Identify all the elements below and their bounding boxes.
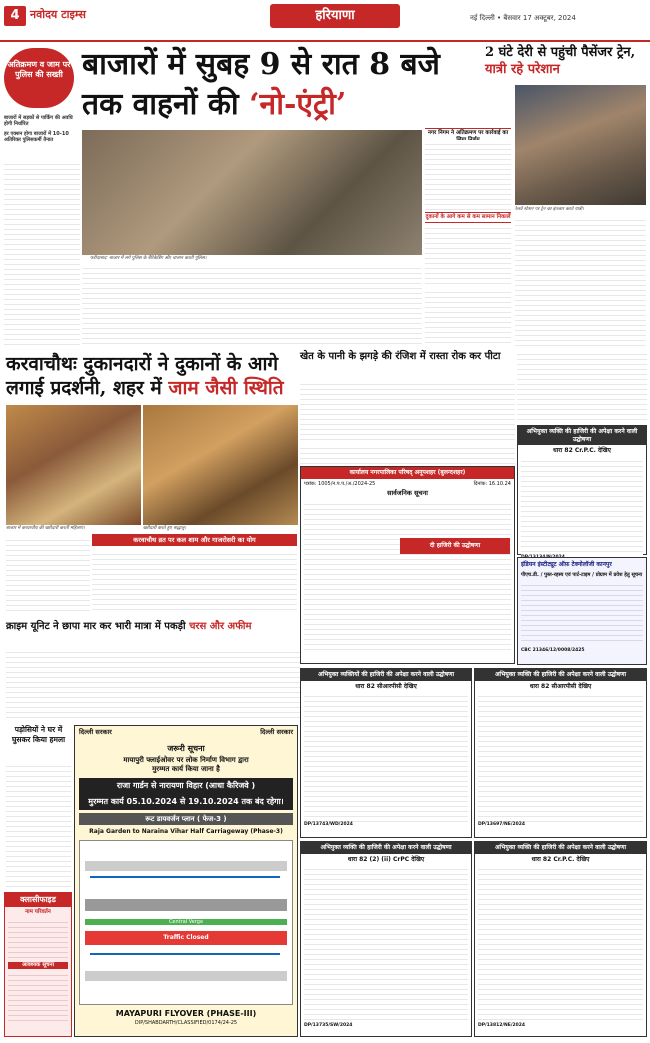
- ad-footer: MAYAPURI FLYOVER (PHASE-III): [115, 1008, 257, 1018]
- proclamation-code: DP/13743/WD/2024: [304, 822, 353, 827]
- lead-body-text: [82, 264, 422, 346]
- service-road-bottom: [85, 971, 287, 981]
- karwa-caption-2: खरीदारी करते हुए श्रद्धालु।: [143, 526, 186, 531]
- notice-subtitle: सार्वजनिक सूचना: [387, 488, 428, 497]
- lead-body-col-right2: [425, 224, 511, 284]
- section-title: हरियाणा: [270, 4, 400, 28]
- classifieds-sub2: आवश्यक सूचना: [8, 962, 68, 969]
- lead-photo: [82, 130, 422, 255]
- pwd-advertisement: [74, 725, 298, 1037]
- service-road-top: [85, 861, 287, 871]
- crime-headline: क्राइम यूनिट ने छापा मार कर भारी मात्रा में पकड़ी चरस और अफीम: [6, 621, 252, 632]
- proclamation-box-1: [517, 425, 647, 555]
- water-dispute-headline: खेत के पानी के झगड़े की रंजिश में रास्ता रोक कर पीटा: [300, 351, 501, 362]
- proclamation-title: अभियुक्त व्यक्ति की हाजिरी की अपेक्षा करने वाली उद्घोषणा: [518, 426, 646, 445]
- lead-body-col-right3: [425, 288, 511, 344]
- govt-label-right: दिल्ली सरकार: [260, 728, 293, 736]
- iit-code: CBC 21346/12/0008/2425: [521, 647, 585, 653]
- proclamation-body: [478, 692, 643, 822]
- bullet: बाजारों में सड़कों से पार्किंग की अवधि होगी निर्धारित: [4, 115, 73, 128]
- train-photo-caption: रेलवे स्टेशन पर ट्रेन का इंतजार करते यात्री।: [515, 207, 584, 212]
- notice-ref: पत्रांक: 1005/न.प.प./अ./2024-25: [304, 480, 376, 487]
- govt-label: दिल्ली सरकार: [79, 728, 112, 736]
- mini-notice-title: दी हाजिरी की उद्घोषणा: [400, 538, 510, 554]
- classifieds-box: [4, 892, 72, 1037]
- proclamation-title: अभियुक्त व्यक्ति की हाजिरी की अपेक्षा करने वाली उद्घोषणा: [475, 842, 646, 854]
- newspaper-logo: नवोदय टाइम्स: [30, 8, 86, 21]
- classifieds-text-1: [8, 918, 68, 960]
- lead-subhead-1: नगर निगम ने अतिक्रमण पर कार्रवाई का: [425, 128, 511, 146]
- notice-title: कार्यालय नगरपालिका परिषद् अनूपशहर (बुलन्दशहर): [301, 467, 514, 479]
- proclamation-law: धारा 82 सीआरपीसी देखिए: [355, 682, 417, 690]
- karwa-caption-1: बाजार में करवाचौथ की खरीदारी करतीं महिलाएं।: [6, 526, 85, 531]
- proclamation-body: [521, 457, 643, 555]
- proclamation-law: धारा 82 (2) (ii) CrPC देखिए: [347, 855, 425, 863]
- karwa-photo-2: [143, 405, 298, 525]
- ad-route: रूट डायवर्जन प्लान ( फेज-3 ): [79, 813, 293, 826]
- proclamation-body: [478, 865, 643, 1023]
- iit-title: इंडियन इंस्टीट्यूट ऑफ़ टेक्नोलॉजी कानपुर: [521, 561, 612, 568]
- proclamation-title: अभियुक्त व्यक्तियों की हाजिरी की अपेक्षा करने वाली उद्घोषणा: [301, 669, 471, 681]
- issue-date: नई दिल्ली • बैसवार 17 अक्टूबर, 2024: [470, 14, 576, 22]
- karwa-body-col1: [6, 536, 90, 614]
- proclamation-law: धारा 82 Cr.P.C. देखिए: [553, 447, 611, 454]
- carriageway-1: [85, 899, 287, 911]
- train-story-continued: [517, 350, 647, 422]
- ad-dates: मुरम्मत कार्य 05.10.2024 से 19.10.2024 तक बंद रहेगा।: [79, 794, 293, 810]
- notice-body: [304, 500, 511, 650]
- proclamation-title: अभियुक्त व्यक्ति की हाजिरी की अपेक्षा करने वाली उद्घोषणा: [301, 842, 471, 854]
- train-story-body: [515, 216, 646, 346]
- municipal-notice: [300, 466, 515, 664]
- classifieds-text-2: [8, 971, 68, 1021]
- page-number: 4: [4, 6, 26, 26]
- ad-header: जरूरी सूचना: [167, 744, 205, 754]
- iit-subtitle: पीएच.डी. / पुस्त-रहस्य एवं पार्ट-टाइम / प्रोग्राम में प्रवेश हेतु सूचना: [521, 571, 643, 578]
- karwa-body-col2: [92, 550, 297, 614]
- proclamation-code: DP/13735/SW/2024: [304, 1023, 353, 1028]
- lead-body-col1: [4, 160, 80, 345]
- proclamation-body: [304, 865, 468, 1023]
- mid-body-text: [300, 444, 515, 464]
- classifieds-sub1: नाम परिवर्तन: [25, 909, 51, 915]
- notice-date: दिनांक: 16.10.24: [473, 480, 511, 487]
- train-photo: [515, 85, 646, 205]
- karwa-banner: करवाचौथ व्रत पर कल शाम और गाजरोसरी का योग: [92, 534, 297, 546]
- sidebar-badge: अतिक्रमण व जाम पर पुलिस की सख्ती: [4, 48, 74, 108]
- lead-photo-caption: फरीदाबाद: बाजार में लगे पुलिस के बैरिकेडिंग और चालान करती पुलिस।: [90, 256, 207, 261]
- proclamation-law: धारा 82 Cr.P.C. देखिए: [531, 855, 590, 863]
- ad-map-title: Raja Garden to Naraina Vihar Half Carriageway (Phase-3): [89, 828, 283, 836]
- lead-headline: बाजारों में सुबह 9 से रात 8 बजे तक वाहनों की ‘नो-एंट्री’: [82, 47, 440, 122]
- ad-code: DIP/SHABDARTH/CLASSIFIED/0174/24-25: [134, 1019, 238, 1026]
- proclamation-box-2: [300, 668, 472, 838]
- proclamation-body: [304, 692, 468, 822]
- iit-advertisement: [517, 557, 647, 665]
- proclamation-law: धारा 82 सीआरपीसी देखिए: [529, 682, 592, 690]
- diversion-arrow: [90, 876, 280, 878]
- ad-line2: मुरम्मत कार्य किया जाना है: [152, 764, 220, 773]
- crime-body: [6, 648, 301, 718]
- traffic-closed: Traffic Closed: [85, 931, 287, 945]
- side-story-body: [6, 762, 71, 887]
- karwa-photo-1: [6, 405, 141, 525]
- classifieds-title: क्लासीफाइड: [5, 893, 71, 907]
- proclamation-box-4: [300, 841, 472, 1037]
- iit-body: [521, 581, 643, 645]
- side-story-headline: पड़ोसियों ने घर में घुसकर किया हमला: [11, 725, 66, 744]
- lead-subhead-2: दुकानों के आगे कम से कम सामान निकालें: [425, 212, 511, 223]
- diversion-arrow: [90, 953, 280, 955]
- route-map: [79, 840, 293, 1005]
- proclamation-box-3: [474, 668, 647, 838]
- ad-line1: मायापुरी फ्लाईओवर पर लोक निर्माण विभाग द्वारा: [123, 756, 249, 765]
- central-verge: Central Verge: [85, 919, 287, 925]
- lead-body-col-right: [425, 140, 511, 210]
- proclamation-code: DP/13697/NE/2024: [478, 822, 525, 827]
- ad-red-line: राजा गार्डन से नारायणा विहार (आधा कैरिजवे ): [79, 778, 293, 794]
- right-headline: 2 घंटे देरी से पहुंची पैसेंजर ट्रेन, यात्री रहे परेशान: [485, 45, 636, 77]
- water-dispute-body: [300, 380, 515, 442]
- proclamation-code: DP/13812/NE/2024: [478, 1023, 525, 1028]
- bullet: हर एक्शन होगा बाजारों में 10-10 अतिरिक्त पुलिसकर्मी तैनात: [4, 130, 69, 143]
- karwa-headline: करवाचौथः दुकानदारों ने दुकानों के आगे लगाई प्रदर्शनी, शहर में जाम जैसी स्थिति: [6, 353, 284, 399]
- proclamation-title: अभियुक्त व्यक्ति की हाजिरी की अपेक्षा करने वाली उद्घोषणा: [475, 669, 646, 681]
- lead-bullets: [4, 115, 80, 143]
- proclamation-box-5: [474, 841, 647, 1037]
